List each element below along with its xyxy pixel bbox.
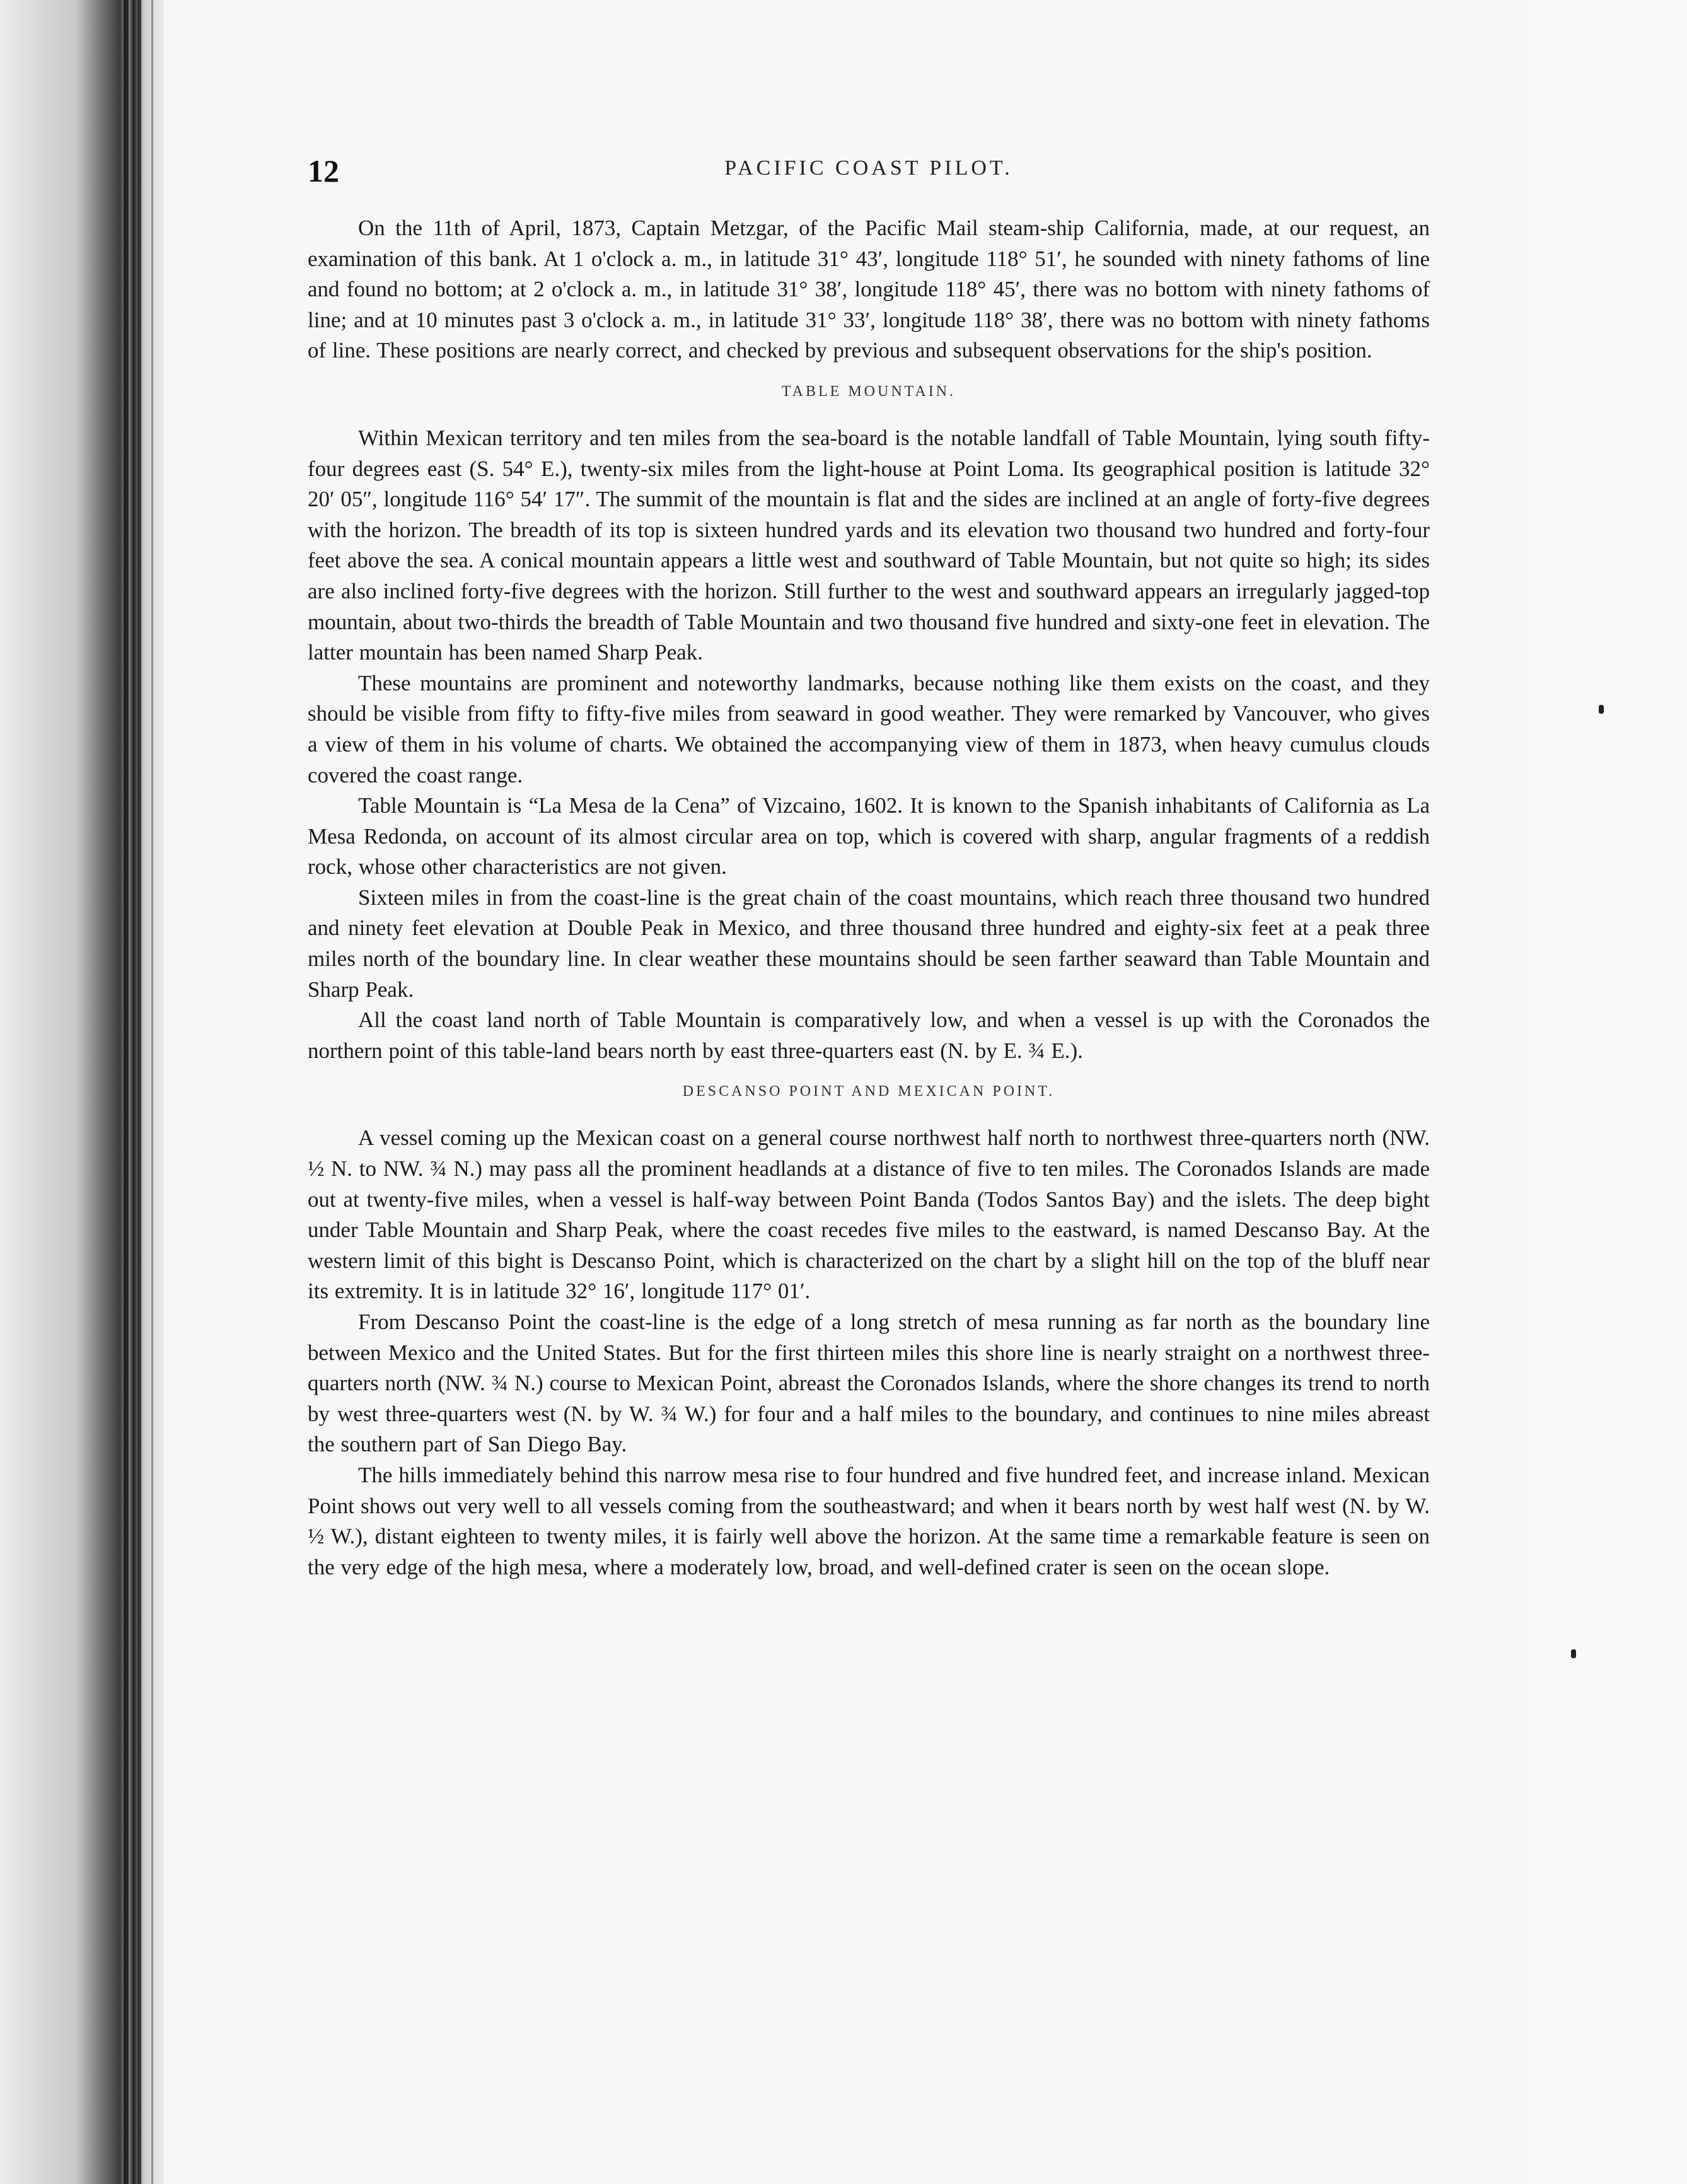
- binding-shadow-line: [137, 0, 141, 2184]
- binding-shadow-line: [124, 0, 129, 2184]
- paragraph: These mountains are prominent and noteworthy landmarks, because nothing like them exists on the coast, and they should be visible from fifty to fifty-five miles from seaward in good weather. They were remarked by Vancouver, who gives a view of them in his volume of charts. We obtained the accompanying view of them in 1873, when heavy cumulus clouds covered the coast range.: [308, 670, 1430, 787]
- paragraph: All the coast land north of Table Mountain is comparatively low, and when a vessel is up with the Coronados the northern point of this table-land bears north by east three-quarters east (N. by E. ¾ E.).: [308, 1008, 1430, 1063]
- paragraph: On the 11th of April, 1873, Captain Metzgar, of the Pacific Mail steam-ship California, made, at our request, an examination of this bank. At 1 o'clock a. m., in latitude 31° 43′, longitude 118° 51′, he sounded with ninety fathoms of line and found no bottom; at 2 o'clock a. m., in latitude 31° 38′, longitude 118° 45′, there was no bottom with ninety fathoms of line; and at 10 minutes past 3 o'clock a. m., in latitude 31° 33′, longitude 118° 38′, there was no bottom with ninety fathoms of line. These positions are nearly correct, and checked by previous and subsequent observations for the ship's position.: [308, 216, 1430, 363]
- paragraph: Sixteen miles in from the coast-line is the great chain of the coast mountains, which reach three thousand two hundred and ninety feet elevation at Double Peak in Mexico, and three thousand three hundred and eighty-six feet at a peak three miles north of the boundary line. In clear weather these mountains should be seen farther seaward than Table Mountain and Sharp Peak.: [308, 885, 1430, 1002]
- running-head: [308, 153, 1430, 190]
- paragraph: A vessel coming up the Mexican coast on a general course northwest half north to northwest three-quarters north (NW. ½ N. to NW. ¾ N.) may pass all the prominent headlands at a distance of five to ten miles. The Coronados Islands are made out at twenty-five miles, when a vessel is half-way between Point Banda (Todos Santos Bay) and the islets. The deep bight under Table Mountain and Sharp Peak, where the coast recedes five miles to the eastward, is named Descanso Bay. At the western limit of this bight is Descanso Point, which is characterized on the chart by a slight hill on the top of the bluff near its extremity. It is in latitude 32° 16′, longitude 117° 01′.: [308, 1125, 1430, 1304]
- section-heading: DESCANSO POINT AND MEXICAN POINT.: [682, 1083, 1055, 1100]
- paragraph: Within Mexican territory and ten miles from the sea-board is the notable landfall of Table Mountain, lying south fifty-four degrees east (S. 54° E.), twenty-six miles from the light-house at Point Loma. Its geographical position is latitude 32° 20′ 05″, longitude 116° 54′ 17″. The summit of the mountain is flat and the sides are inclined at an angle of forty-five degrees with the horizon. The breadth of its top is sixteen hundred yards and its elevation two thousand two hundred and forty-four feet above the sea. A conical mountain appears a little west and southward of Table Mountain, but not quite so high; its sides are also inclined forty-five degrees with the horizon. Still further to the west and southward appears an irregularly jagged-top mountain, about two-thirds the breadth of Table Mountain and two thousand five hundred and sixty-one feet in elevation. The latter mountain has been named Sharp Peak.: [308, 425, 1430, 665]
- ink-speck: [1599, 705, 1604, 714]
- page-margin-right: [1529, 0, 1687, 2184]
- paragraph: From Descanso Point the coast-line is the edge of a long stretch of mesa running as far north as the boundary line between Mexico and the United States. But for the first thirteen miles this shore line is nearly straight on a northwest three-quarters north (NW. ¾ N.) course to Mexican Point, abreast the Coronados Islands, where the shore changes its trend to north by west three-quarters west (N. by W. ¾ W.) for four and a half miles to the boundary, and continues to nine miles abreast the southern part of San Diego Bay.: [308, 1310, 1430, 1457]
- section-heading: TABLE MOUNTAIN.: [781, 383, 956, 400]
- paragraph: Table Mountain is “La Mesa de la Cena” of Vizcaino, 1602. It is known to the Spanish inhabitants of California as La Mesa Redonda, on account of its almost circular area on top, which is covered with sharp, angular fragments of a reddish rock, whose other characteristics are not given.: [308, 793, 1430, 880]
- paragraph: The hills immediately behind this narrow mesa rise to four hundred and five hundred feet, and increase inland. Mexican Point shows out very well to all vessels coming from the southeastward; and when it bears north by west half west (N. by W. ½ W.), distant eighteen to twenty miles, it is fairly well above the horizon. At the same time a remarkable feature is seen on the very edge of the high mesa, where a moderately low, broad, and well-defined crater is seen on the ocean slope.: [308, 1462, 1430, 1579]
- binding-shadow-line: [151, 0, 153, 2184]
- running-title: PACIFIC COAST PILOT.: [724, 156, 1013, 180]
- page-number: 12: [308, 153, 339, 189]
- body-text: [308, 213, 1430, 1583]
- ink-speck: [1571, 1649, 1576, 1658]
- page-binding-edge: [0, 0, 164, 2184]
